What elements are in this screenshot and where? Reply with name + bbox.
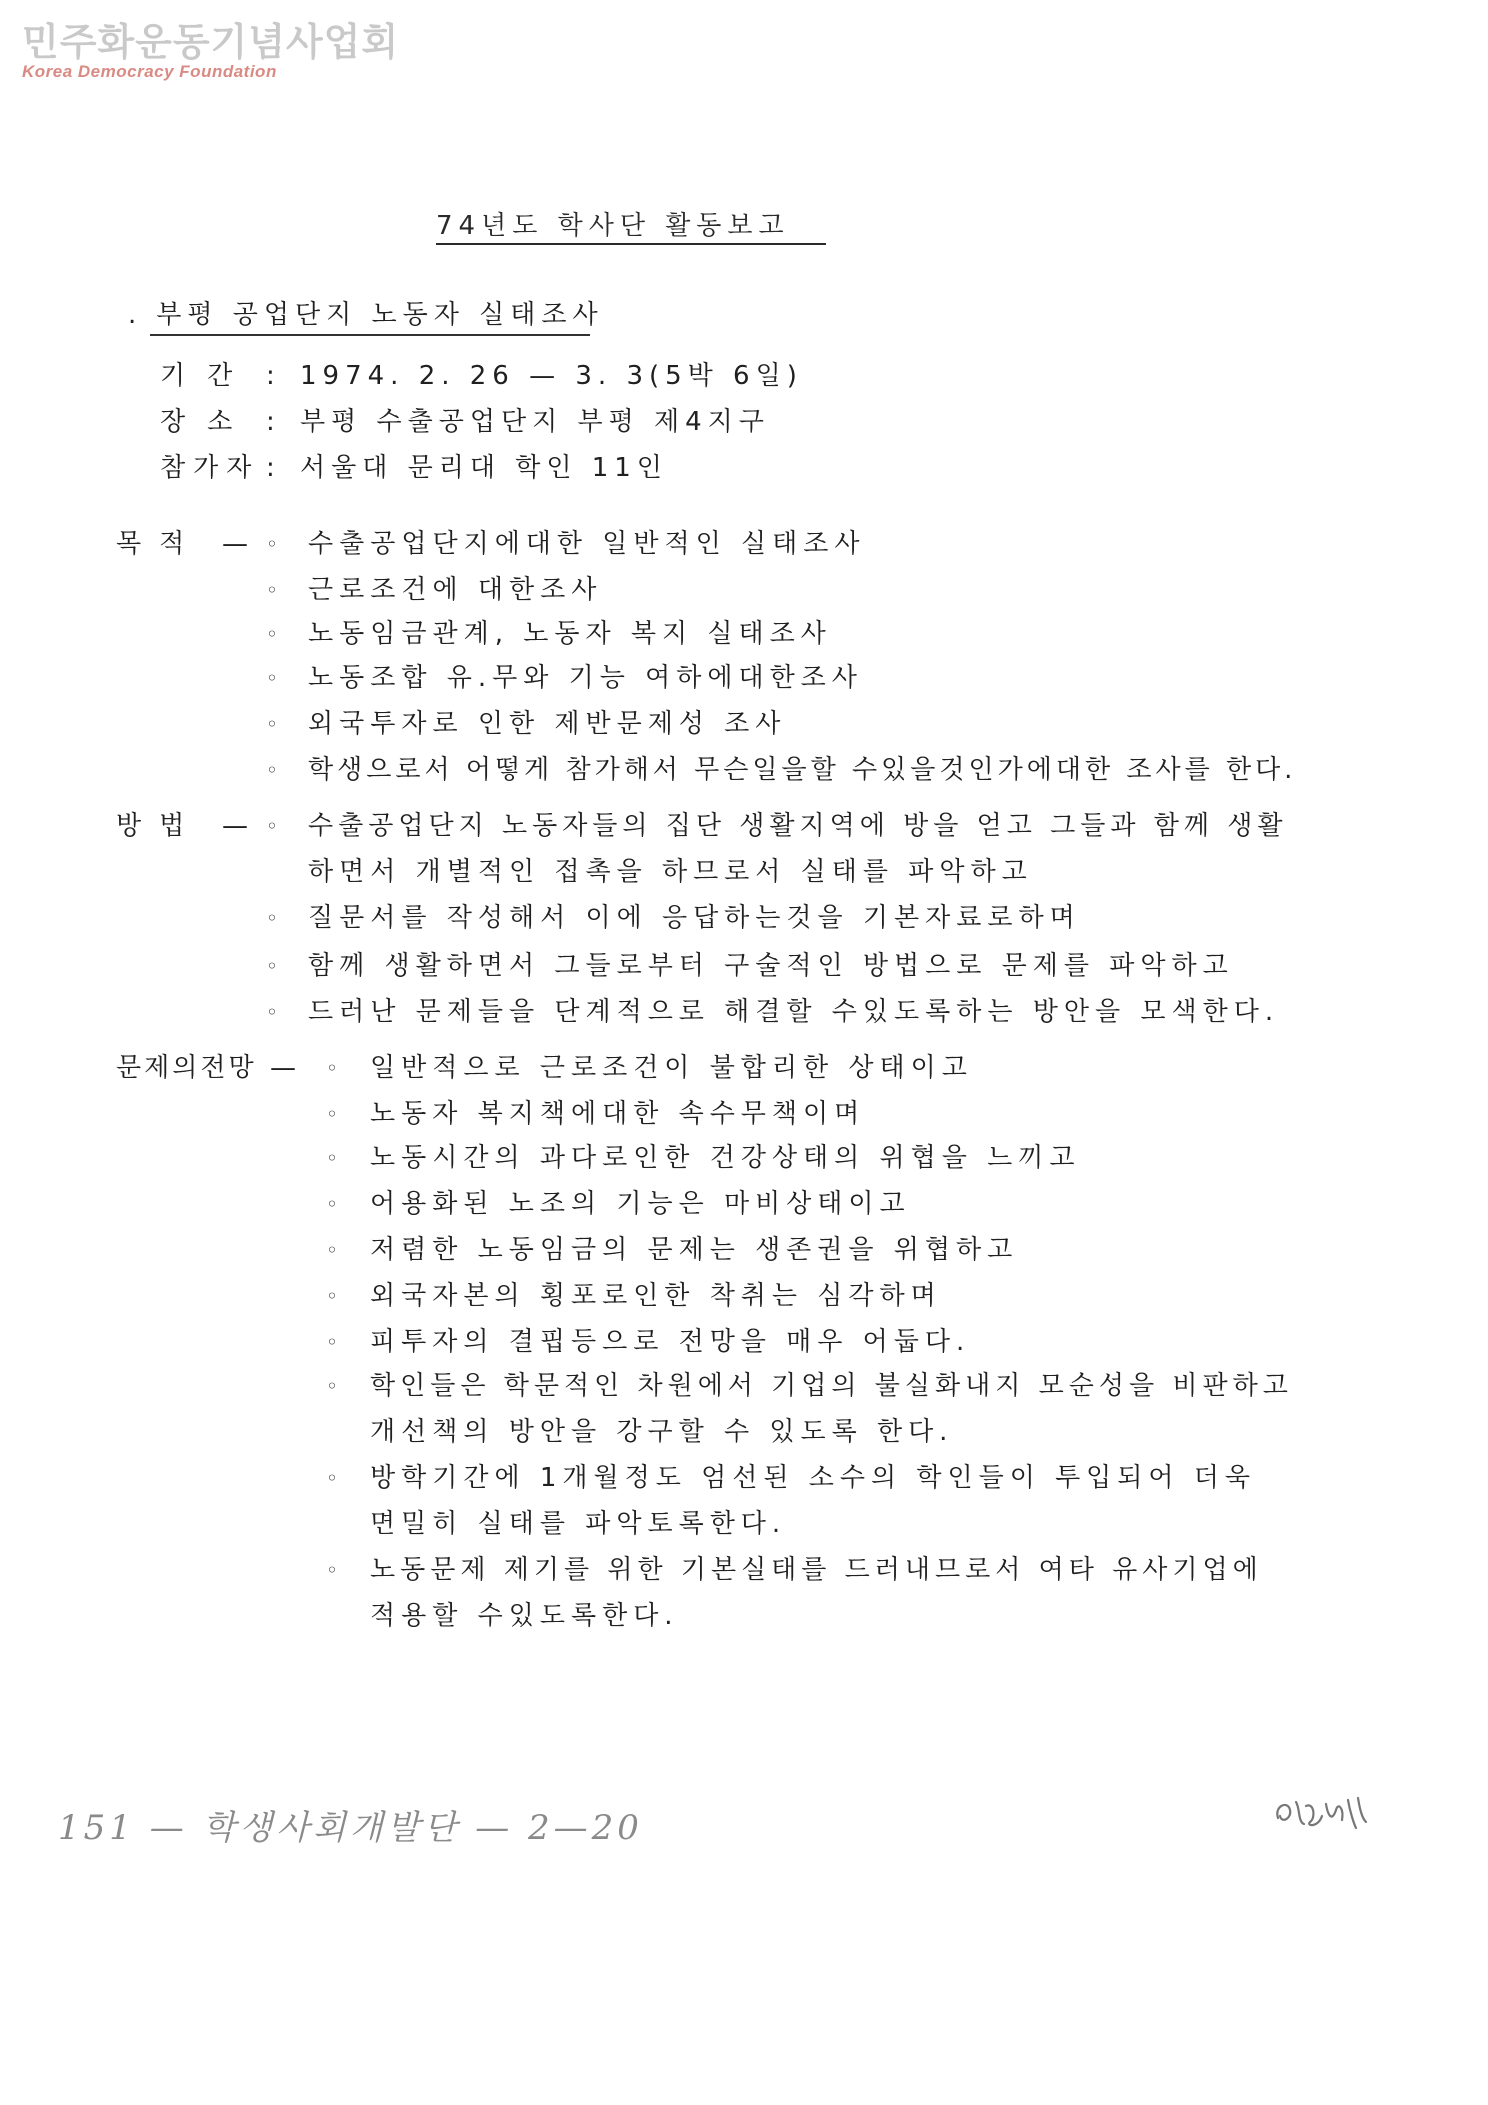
purpose-dash: —: [222, 529, 254, 559]
info-colon: :: [266, 407, 281, 437]
bullet-icon: ◦: [266, 1000, 278, 1024]
bullet-icon: ◦: [326, 1558, 338, 1582]
bullet-icon: ◦: [326, 1238, 338, 1262]
outlook-item-line: 노동문제 제기를 위한 기본실태를 드러내므로서 여타 유사기업에: [370, 1555, 1263, 1585]
handwritten-archive-note: 151 — 학생사회개발단 — 2—20: [58, 1808, 643, 1848]
bullet-icon: ◦: [266, 578, 278, 602]
info-label-period: 기간: [160, 361, 255, 391]
outlook-item-line: 방학기간에 1개월정도 엄선된 소수의 학인들이 투입되어 더욱: [370, 1463, 1257, 1493]
document-title: 74년도 학사단 활동보고: [436, 211, 790, 241]
method-label: 방법: [116, 811, 203, 841]
bullet-icon: ◦: [266, 814, 278, 838]
method-item-line: 질문서를 작성해서 이에 응답하는것을 기본자료로하며: [308, 903, 1081, 933]
bullet-icon: ◦: [266, 622, 278, 646]
outlook-item-line: 노동자 복지책에대한 속수무책이며: [370, 1099, 866, 1129]
purpose-item: 학생으로서 어떻게 참가해서 무슨일을할 수있을것인가에대한 조사를 한다.: [308, 755, 1297, 785]
method-dash: —: [222, 811, 254, 841]
method-item-line: 함께 생활하면서 그들로부터 구술적인 방법으로 문제를 파악하고: [308, 951, 1234, 981]
purpose-label: 목적: [116, 529, 203, 559]
info-colon: :: [266, 453, 281, 483]
watermark: [22, 20, 399, 82]
outlook-item-line: 어용화된 노조의 기능은 마비상태이고: [370, 1189, 911, 1219]
watermark-english: Korea Democracy Foundation: [22, 62, 277, 81]
outlook-item-line: 적용할 수있도록한다.: [370, 1601, 679, 1631]
bullet-icon: ◦: [326, 1330, 338, 1354]
info-label-participants: 참가자: [160, 453, 260, 483]
purpose-item: 근로조건에 대한조사: [308, 575, 603, 605]
outlook-item-line: 외국자본의 횡포로인한 착취는 심각하며: [370, 1281, 942, 1311]
title-underline: [436, 243, 826, 245]
outlook-label: 문제의전망: [116, 1053, 257, 1083]
handwritten-signature: [1270, 1788, 1370, 1838]
info-value-participants: 서울대 문리대 학인 11인: [300, 453, 668, 483]
bullet-icon: ◦: [266, 758, 278, 782]
outlook-item-line: 노동시간의 과다로인한 건강상태의 위협을 느끼고: [370, 1143, 1081, 1173]
bullet-icon: ◦: [326, 1466, 338, 1490]
watermark-korean: 민주화운동기념사업회: [22, 20, 400, 64]
outlook-item-line: 일반적으로 근로조건이 불합리한 상태이고: [370, 1053, 973, 1083]
bullet-icon: ◦: [266, 954, 278, 978]
outlook-item-line: 저렴한 노동임금의 문제는 생존권을 위협하고: [370, 1235, 1019, 1265]
info-label-place: 장소: [160, 407, 255, 437]
method-item-line: 하면서 개별적인 접촉을 하므로서 실태를 파악하고: [308, 857, 1033, 887]
bullet-icon: ◦: [266, 712, 278, 736]
outlook-item-line: 개선책의 방안을 강구할 수 있도록 한다.: [370, 1417, 954, 1447]
outlook-dash: —: [270, 1053, 302, 1083]
bullet-icon: ◦: [266, 532, 278, 556]
bullet-icon: ◦: [326, 1374, 338, 1398]
outlook-item-line: 피투자의 결핍등으로 전망을 매우 어둡다.: [370, 1327, 971, 1357]
bullet-icon: ◦: [266, 906, 278, 930]
purpose-item: 노동조합 유.무와 기능 여하에대한조사: [308, 663, 863, 693]
section-underline: [150, 334, 590, 336]
outlook-item-line: 면밀히 실태를 파악토록한다.: [370, 1509, 787, 1539]
bullet-icon: ◦: [326, 1102, 338, 1126]
section-bullet: .: [128, 300, 143, 330]
bullet-icon: ◦: [266, 666, 278, 690]
bullet-icon: ◦: [326, 1146, 338, 1170]
method-item-line: 수출공업단지 노동자들의 집단 생활지역에 방을 얻고 그들과 함께 생활: [308, 811, 1288, 841]
purpose-item: 수출공업단지에대한 일반적인 실태조사: [308, 529, 866, 559]
bullet-icon: ◦: [326, 1284, 338, 1308]
method-item-line: 드러난 문제들을 단계적으로 해결할 수있도록하는 방안을 모색한다.: [308, 997, 1280, 1027]
info-value-period: 1974. 2. 26 — 3. 3(5박 6일): [300, 361, 803, 391]
info-value-place: 부평 수출공업단지 부평 제4지구: [300, 407, 770, 437]
purpose-item: 노동임금관계, 노동자 복지 실태조사: [308, 619, 832, 649]
purpose-item: 외국투자로 인한 제반문제성 조사: [308, 709, 787, 739]
section-heading-text: 부평 공업단지 노동자 실태조사: [156, 300, 604, 330]
bullet-icon: ◦: [326, 1192, 338, 1216]
outlook-item-line: 학인들은 학문적인 차원에서 기업의 불실화내지 모순성을 비판하고: [370, 1371, 1293, 1401]
bullet-icon: ◦: [326, 1056, 338, 1080]
section-heading: [128, 299, 604, 331]
info-colon: :: [266, 361, 281, 391]
